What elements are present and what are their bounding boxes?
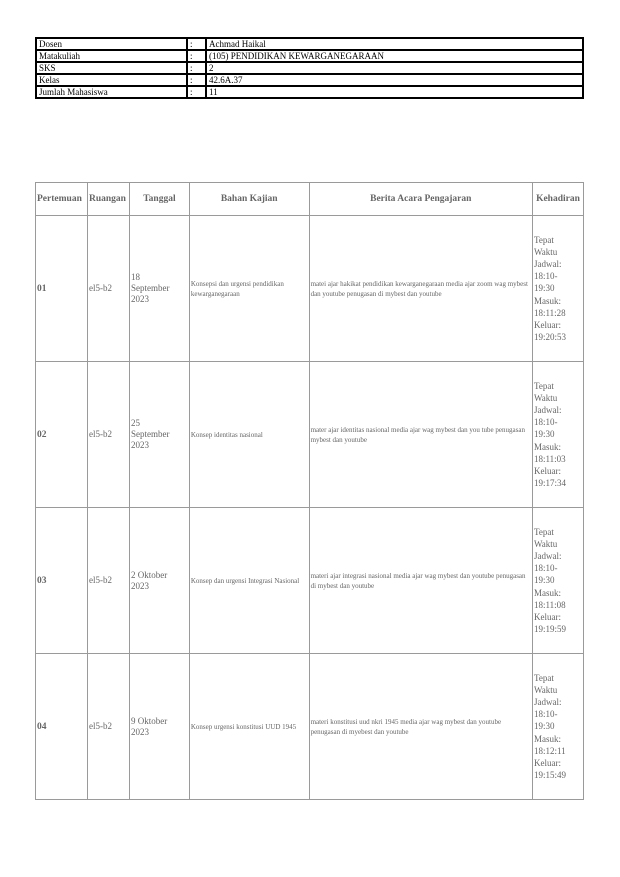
info-separator: : — [187, 38, 206, 50]
schedule-header-row — [36, 183, 584, 216]
kehadiran-line: Tepat — [533, 380, 554, 391]
cell-berita-acara: matei ajar hakikat pendidikan kewarganegaraan media ajar zoom wag mybest dan youtube penugasan di mybest dan youtube — [309, 216, 532, 362]
schedule-row — [36, 508, 584, 654]
kehadiran-line: Jadwal: — [533, 258, 562, 269]
schedule-table — [35, 182, 584, 800]
kehadiran-line: Keluar: — [533, 612, 561, 622]
schedule-row — [36, 654, 584, 800]
kehadiran-line: 18:11:08 — [533, 599, 566, 610]
kehadiran-line: Tepat — [533, 526, 554, 537]
info-separator: : — [187, 74, 206, 86]
header-berita-acara: Berita Acara Pengajaran — [309, 183, 532, 216]
cell-tanggal — [129, 362, 189, 508]
cell-tanggal — [129, 654, 189, 800]
info-row — [36, 38, 583, 50]
cell-ruangan: el5-b2 — [87, 362, 129, 508]
cell-pertemuan: 04 — [36, 654, 88, 800]
kehadiran-line: 18:10- — [533, 271, 558, 282]
cell-pertemuan: 03 — [36, 508, 88, 654]
course-info-body — [36, 38, 583, 98]
cell-berita-acara: materi konstitusi uud nkri 1945 media ajar wag mybest dan youtube penugasan di myebest dan youtube — [309, 654, 532, 800]
info-row — [36, 50, 583, 62]
info-separator: : — [187, 62, 206, 74]
kehadiran-line: 19:15:49 — [533, 770, 566, 781]
kehadiran-line: Waktu — [533, 392, 558, 403]
header-bahan-kajian: Bahan Kajian — [189, 183, 309, 216]
info-row — [36, 86, 583, 98]
tanggal-line: 18 — [130, 272, 140, 282]
kehadiran-line: 19:20:53 — [533, 332, 566, 343]
kehadiran-line: 19:19:59 — [533, 624, 566, 635]
cell-tanggal — [129, 216, 189, 362]
schedule-body — [36, 216, 584, 800]
info-label: Jumlah Mahasiswa — [36, 86, 187, 98]
info-separator: : — [187, 50, 206, 62]
cell-bahan-kajian: Konsep urgensi konstitusi UUD 1945 — [189, 654, 309, 800]
tanggal-line: 2023 — [130, 580, 149, 591]
cell-kehadiran — [532, 654, 583, 800]
cell-ruangan: el5-b2 — [87, 216, 129, 362]
schedule-row — [36, 362, 584, 508]
tanggal-line: September — [130, 429, 170, 439]
cell-pertemuan: 02 — [36, 362, 88, 508]
tanggal-line: 2023 — [130, 294, 149, 304]
kehadiran-line: Masuk: — [533, 441, 561, 452]
kehadiran-line: 19:30 — [533, 575, 555, 586]
kehadiran-line: Tepat — [533, 234, 554, 245]
kehadiran-line: 19:30 — [533, 283, 555, 294]
kehadiran-line: Waktu — [533, 538, 558, 549]
kehadiran-line: Jadwal: — [533, 404, 562, 415]
cell-ruangan: el5-b2 — [87, 654, 129, 800]
info-row — [36, 74, 583, 86]
info-separator: : — [187, 86, 206, 98]
tanggal-line: 2 Oktober — [130, 569, 168, 580]
kehadiran-line: 18:12:11 — [533, 745, 566, 756]
info-row — [36, 62, 583, 74]
kehadiran-line: Waktu — [533, 684, 558, 695]
kehadiran-line: Masuk: — [533, 295, 561, 306]
kehadiran-line: Tepat — [533, 672, 554, 683]
kehadiran-line: Keluar: — [533, 320, 561, 330]
cell-ruangan: el5-b2 — [87, 508, 129, 654]
kehadiran-line: Jadwal: — [533, 696, 562, 707]
tanggal-line: 2023 — [130, 726, 149, 737]
kehadiran-line: 19:17:34 — [533, 478, 566, 489]
tanggal-line: 9 Oktober — [130, 715, 168, 726]
info-value: 11 — [206, 86, 583, 98]
info-value: 2 — [206, 62, 583, 74]
info-value: Achmad Haikal — [206, 38, 583, 50]
info-label: Kelas — [36, 74, 187, 86]
course-info-table — [35, 37, 584, 99]
info-label: Dosen — [36, 38, 187, 50]
cell-bahan-kajian: Konsepsi dan urgensi pendidikan kewarganegaraan — [189, 216, 309, 362]
header-ruangan: Ruangan — [87, 183, 129, 216]
kehadiran-line: Keluar: — [533, 466, 561, 476]
kehadiran-line: Masuk: — [533, 733, 561, 744]
info-label: SKS — [36, 62, 187, 74]
cell-bahan-kajian: Konsep dan urgensi Integrasi Nasional — [189, 508, 309, 654]
tanggal-line: 25 — [130, 418, 140, 428]
header-pertemuan: Pertemuan — [36, 183, 88, 216]
schedule-row — [36, 216, 584, 362]
kehadiran-line: 18:10- — [533, 563, 558, 574]
kehadiran-line: 18:10- — [533, 417, 558, 428]
cell-kehadiran — [532, 362, 583, 508]
kehadiran-line: 18:10- — [533, 709, 558, 720]
kehadiran-line: Keluar: — [533, 758, 561, 768]
info-value: 42.6A.37 — [206, 74, 583, 86]
cell-berita-acara: mater ajar identitas nasional media ajar wag mybest dan you tube penugasan mybest dan youtube — [309, 362, 532, 508]
kehadiran-line: 18:11:03 — [533, 453, 566, 464]
cell-bahan-kajian: Konsep identitas nasional — [189, 362, 309, 508]
kehadiran-line: Masuk: — [533, 587, 561, 598]
cell-pertemuan: 01 — [36, 216, 88, 362]
cell-berita-acara: materi ajar integrasi nasional media ajar wag mybest dan youtube penugasan di mybest dan youtube — [309, 508, 532, 654]
info-value: (105) PENDIDIKAN KEWARGANEGARAAN — [206, 50, 583, 62]
kehadiran-line: Waktu — [533, 246, 558, 257]
kehadiran-line: 19:30 — [533, 721, 555, 732]
kehadiran-line: 18:11:28 — [533, 307, 566, 318]
info-label: Matakuliah — [36, 50, 187, 62]
cell-kehadiran — [532, 508, 583, 654]
cell-tanggal — [129, 508, 189, 654]
header-kehadiran: Kehadiran — [532, 183, 583, 216]
cell-kehadiran — [532, 216, 583, 362]
tanggal-line: 2023 — [130, 440, 149, 450]
header-tanggal: Tanggal — [129, 183, 189, 216]
tanggal-line: September — [130, 283, 170, 293]
kehadiran-line: Jadwal: — [533, 550, 562, 561]
kehadiran-line: 19:30 — [533, 429, 555, 440]
